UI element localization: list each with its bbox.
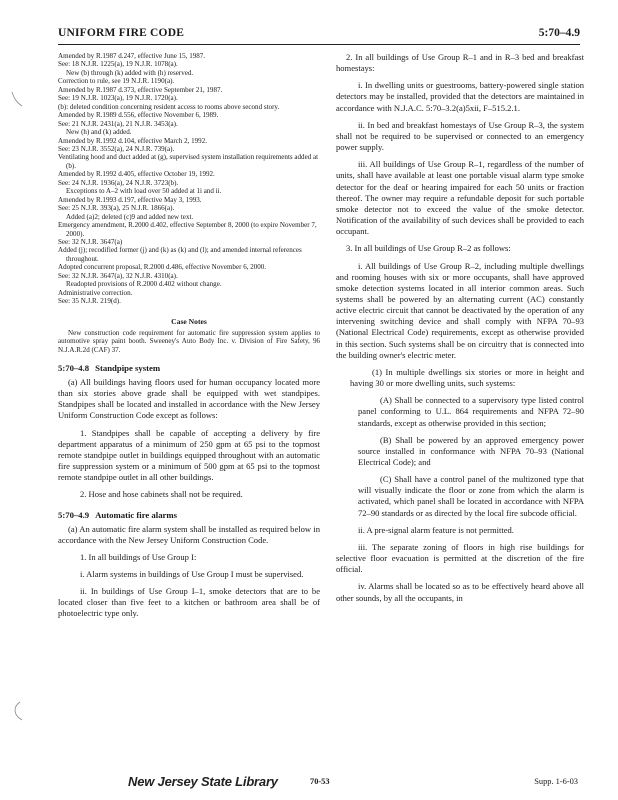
paragraph: 1. In all buildings of Use Group I: xyxy=(80,551,197,562)
running-header xyxy=(58,27,580,43)
case-notes-text: New construction code requirement for automatic fire suppression system applies to automotive spray paint booth. Sweeney's Auto Body Inc. v. Division of Fire Safety, 96 N.J.A.R.2d (CAF) 37. xyxy=(58,328,320,354)
history-note: Emergency amendment, R.2000 d.402, effective September 8, 2000 (to expire November 7, 2000). xyxy=(58,221,317,238)
section-heading-4-8 xyxy=(58,363,320,373)
paragraph: ii. A pre-signal alarm feature is not permitted. xyxy=(358,524,514,535)
right-column xyxy=(336,52,584,610)
history-note: Amended by R.1992 d.104, effective March 2, 1992. xyxy=(58,136,207,145)
history-note: See: 23 N.J.R. 3552(a), 24 N.J.R. 739(a). xyxy=(58,144,175,153)
history-note: See: 32 N.J.R. 3647(a), 32 N.J.R. 4310(a). xyxy=(58,271,178,280)
history-note: See: 21 N.J.R. 2431(a), 21 N.J.R. 3453(a). xyxy=(58,119,178,128)
section-title: Standpipe system xyxy=(95,362,161,373)
margin-mark xyxy=(8,88,26,112)
section-number: 5:70–4.8 xyxy=(58,362,90,373)
page-number: 70-53 xyxy=(310,777,330,786)
history-note: See: 18 N.J.R. 1225(a), 19 N.J.R. 1078(a). xyxy=(58,60,178,69)
paragraph: (C) Shall have a control panel of the multizoned type that will visually indicate the floor or zone from which the alarm is activated, which panel shall be located in accordance with NFPA 72–90 standards or as directed by the local fire subcode official. xyxy=(358,474,584,518)
history-note: See: 24 N.J.R. 1936(a), 24 N.J.R. 3723(b). xyxy=(58,178,179,187)
paragraph: (B) Shall be powered by an approved emergency power source installed in conformance with NFPA 70–93 (National Electrical Code); and xyxy=(358,434,584,467)
history-note: Ventilating hood and duct added at (g), supervised system installation requirements added at (b). xyxy=(58,153,319,170)
paragraph: i. In dwelling units or guestrooms, battery-powered single station detectors may be installed, provided that the detectors are maintained in accordance with N.J.A.C. 5:70–3.2(a)5xii, F–515.2.1. xyxy=(336,80,584,113)
history-note: Amended by R.1989 d.556, effective November 6, 1989. xyxy=(58,111,219,120)
history-note: Amended by R.1993 d.197, effective May 3, 1993. xyxy=(58,195,202,204)
history-note: Readopted provisions of R.2000 d.402 without change. xyxy=(66,280,222,289)
margin-mark xyxy=(8,700,26,724)
header-title: UNIFORM FIRE CODE xyxy=(58,27,185,39)
history-note: See: 19 N.J.R. 1023(a), 19 N.J.R. 1720(a). xyxy=(58,94,178,103)
history-note: Exceptions to A–2 with load over 50 added at 1i and ii. xyxy=(66,187,222,196)
paragraph: (a) An automatic fire alarm system shall be installed as required below in accordance with the New Jersey Uniform Construction Code. xyxy=(58,523,320,545)
history-note: Amended by R.1987 d.247, effective June 15, 1987. xyxy=(58,52,206,60)
section-number: 5:70–4.9 xyxy=(58,509,90,520)
history-note: New (h) and (k) added. xyxy=(66,128,132,137)
header-section-number: 5:70–4.9 xyxy=(538,27,580,39)
section-heading-4-9 xyxy=(58,510,320,520)
history-note: Adopted concurrent proposal, R.2000 d.486, effective November 6, 2000. xyxy=(58,263,267,272)
paragraph: 2. In all buildings of Use Group R–1 and in R–3 bed and breakfast homestays: xyxy=(336,52,584,74)
paragraph: i. Alarm systems in buildings of Use Group I must be supervised. xyxy=(80,568,304,579)
history-note: New (b) through (k) added with (h) reserved. xyxy=(66,68,194,77)
paragraph: iv. Alarms shall be located so as to be effectively heard above all other sounds, by all the occupants, in xyxy=(336,581,584,603)
paragraph: i. All buildings of Use Group R–2, including multiple dwellings and rooming houses with six or more occupants, shall have approved smoke detection systems located in all interior common areas. Such systems shall be powered by an alternating current (AC) constantly active electric circuit that cannot be deactivated by the operation of any intervening switching device and shall comply with NFPA 70–93 (National Electrical Code) requirements, except as otherwise provided in this section. Such systems shall be on circuitry that is connected into the building owner's electric meter. xyxy=(336,260,584,360)
history-notes xyxy=(58,52,320,306)
section-title: Automatic fire alarms xyxy=(95,509,178,520)
header-rule xyxy=(58,44,580,45)
history-note: Correction to rule, see 19 N.J.R. 1190(a). xyxy=(58,77,175,86)
paragraph: (a) All buildings having floors used for human occupancy located more than six stories above grade shall be equipped with wet standpipes. Standpipes shall be located and installed in accordance with the New Jersey Uniform Construction Code except as follows: xyxy=(58,376,320,421)
history-note: See: 32 N.J.R. 3647(a) xyxy=(58,237,123,246)
history-note: See: 25 N.J.R. 393(a), 25 N.J.R. 1866(a). xyxy=(58,204,175,213)
paragraph: 2. Hose and hose cabinets shall not be required. xyxy=(80,489,243,500)
left-column xyxy=(58,52,320,626)
paragraph: 1. Standpipes shall be capable of accepting a delivery by fire department apparatus of a minimum of 250 gpm at 65 psi to the topmost remote standpipe outlet in buildings equipped throughout with an automatic fire suppression system or a minimum of 500 gpm at 65 psi to the topmost remote standpipe outlet in all other buildings. xyxy=(58,427,320,483)
paragraph: 3. In all buildings of Use Group R–2 as follows: xyxy=(346,243,511,254)
library-watermark: New Jersey State Library xyxy=(128,774,278,789)
history-note: Added (j); recodified former (j) and (k) as (k) and (l); and amended internal references throughout. xyxy=(58,246,302,263)
paragraph: ii. In buildings of Use Group I–1, smoke detectors that are to be located closer than five feet to a kitchen or bathroom area shall be of photoelectric type only. xyxy=(58,586,320,619)
history-note: (b): deleted condition concerning resident access to rooms above second story. xyxy=(58,102,280,111)
history-note: Administrative correction. xyxy=(58,288,133,297)
supplement-date: Supp. 1-6-03 xyxy=(534,777,578,786)
history-note: Amended by R.1987 d.373, effective September 21, 1987. xyxy=(58,85,223,94)
page-footer xyxy=(0,774,618,794)
paragraph: (A) Shall be connected to a supervisory type listed control panel conforming to U.L. 864 requirements and NFPA 72–90 standards, except as otherwise provided in this section; xyxy=(358,395,584,428)
paragraph: iii. All buildings of Use Group R–1, regardless of the number of units, shall have available at least one portable visual alarm type smoke detector for the deaf or hearing impaired for each 50 units or fraction thereof. The owner may require a refundable deposit for such portable smoke detector not to exceed the value of the smoke detector. Notification of the availability of such devices shall be provided to each occupant. xyxy=(336,159,584,237)
case-notes-title: Case Notes xyxy=(171,316,207,326)
history-note: See: 35 N.J.R. 219(d). xyxy=(58,297,121,306)
paragraph: (1) In multiple dwellings six stories or more in height and having 30 or more dwelling units, such systems: xyxy=(350,366,584,389)
paragraph: ii. In bed and breakfast homestays of Use Group R–3, the system shall not be required to be supervised or connected to an emergency power supply. xyxy=(336,119,584,153)
paragraph: iii. The separate zoning of floors in high rise buildings for selective floor evacuation is permitted at the discretion of the fire official. xyxy=(336,541,584,575)
history-note: Added (a)2; deleted (c)9 and added new text. xyxy=(66,212,194,221)
history-note: Amended by R.1992 d.405, effective October 19, 1992. xyxy=(58,170,215,179)
